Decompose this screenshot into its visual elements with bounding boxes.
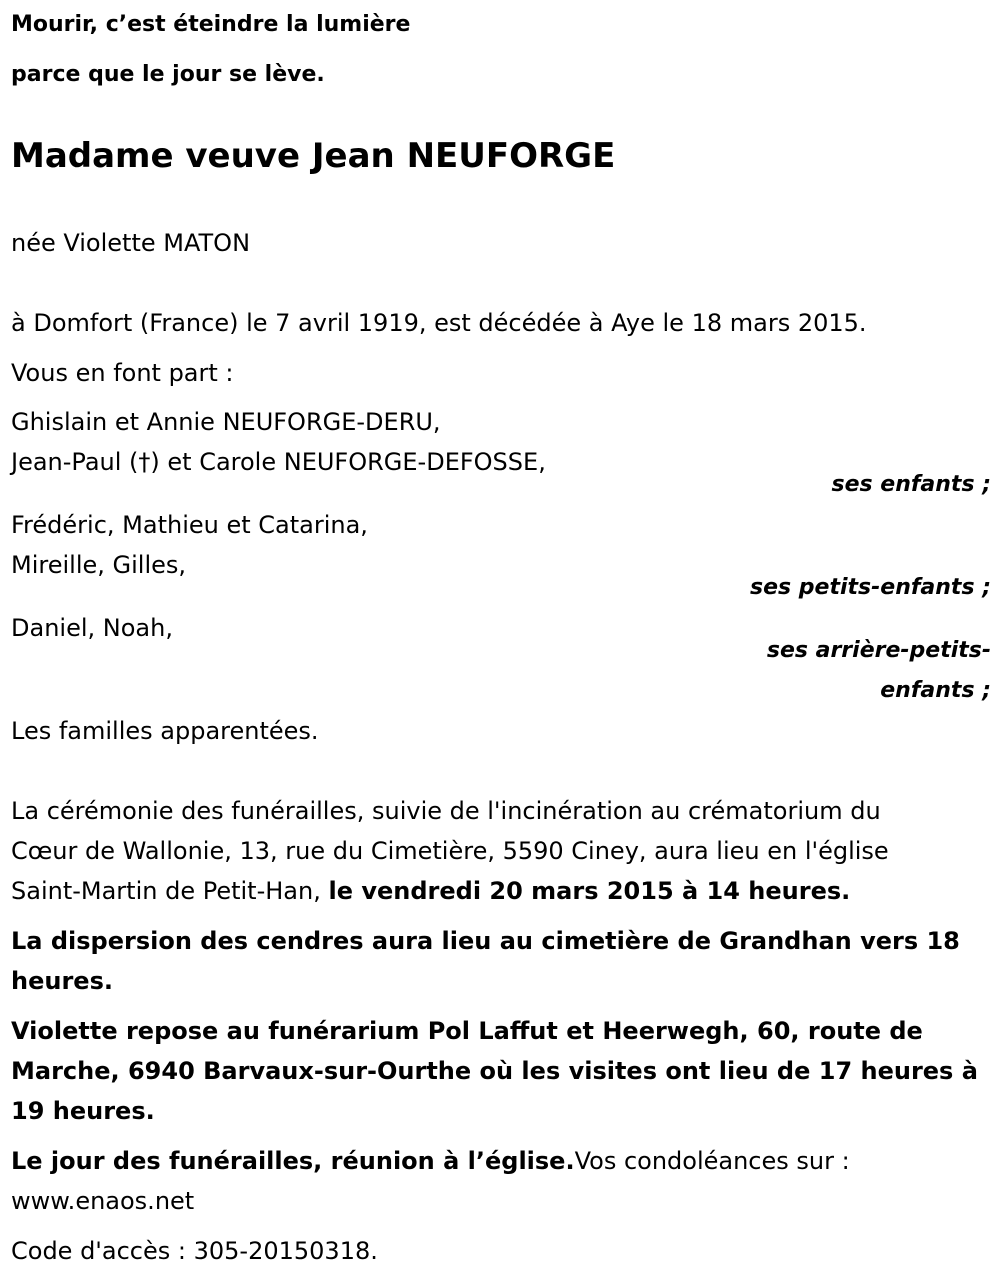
grandchild-line-2: Mireille, Gilles, bbox=[11, 551, 187, 579]
great-grandchild-line: Daniel, Noah, bbox=[11, 614, 173, 642]
visitation-line-1: Violette repose au funérarium Pol Laffut et Heerwegh, 60, route de bbox=[11, 1017, 923, 1045]
dispersion-line-2: heures. bbox=[11, 967, 113, 995]
meeting-text: Le jour des funérailles, réunion à l’église. bbox=[11, 1147, 575, 1175]
visitation-line-2: Marche, 6940 Barvaux-sur-Ourthe où les visites ont lieu de 17 heures à bbox=[11, 1057, 978, 1085]
child-line-1: Ghislain et Annie NEUFORGE-DERU, bbox=[11, 408, 441, 436]
dispersion-line-1: La dispersion des cendres aura lieu au cimetière de Grandhan vers 18 bbox=[11, 927, 960, 955]
website-link[interactable]: www.enaos.net bbox=[11, 1187, 195, 1215]
birth-death-dates: à Domfort (France) le 7 avril 1919, est décédée à Aye le 18 mars 2015. bbox=[11, 309, 867, 337]
visitation-line-3: 19 heures. bbox=[11, 1097, 155, 1125]
access-code: Code d'accès : 305-20150318. bbox=[11, 1237, 378, 1265]
ceremony-line-2: Cœur de Wallonie, 13, rue du Cimetière, 5590 Ciney, aura lieu en l'église bbox=[11, 837, 889, 865]
great-grandchildren-label-line-1: ses arrière-petits- bbox=[766, 638, 991, 663]
ceremony-line-1: La cérémonie des funérailles, suivie de l'incinération au crématorium du bbox=[11, 797, 881, 825]
child-line-2: Jean-Paul (†) et Carole NEUFORGE-DEFOSSE, bbox=[11, 448, 546, 476]
condolences-text: Vos condoléances sur : bbox=[574, 1147, 850, 1175]
deceased-name: Madame veuve Jean NEUFORGE bbox=[11, 136, 616, 176]
families-line: Les familles apparentées. bbox=[11, 717, 319, 745]
quote-line-2: parce que le jour se lève. bbox=[11, 62, 325, 87]
ceremony-place: Saint-Martin de Petit-Han, bbox=[11, 877, 321, 905]
great-grandchildren-label-line-2: enfants ; bbox=[880, 678, 991, 703]
meeting-line bbox=[11, 1146, 850, 1176]
ceremony-date-time: le vendredi 20 mars 2015 à 14 heures. bbox=[328, 877, 851, 905]
quote-line-1: Mourir, c’est éteindre la lumière bbox=[11, 12, 411, 37]
announce-intro: Vous en font part : bbox=[11, 359, 234, 387]
ceremony-line-3 bbox=[11, 876, 850, 906]
children-label: ses enfants ; bbox=[831, 472, 991, 497]
grandchild-line-1: Frédéric, Mathieu et Catarina, bbox=[11, 511, 368, 539]
birth-name: née Violette MATON bbox=[11, 229, 251, 257]
grandchildren-label: ses petits-enfants ; bbox=[750, 575, 991, 600]
